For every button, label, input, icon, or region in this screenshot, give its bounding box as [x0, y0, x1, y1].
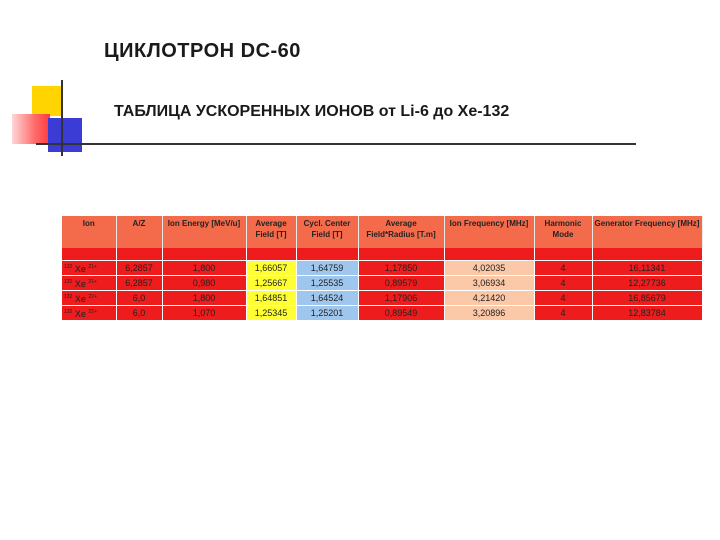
- cell-center-field: 1,64524: [296, 291, 358, 306]
- col-header-ion-energy: Ion Energy [MeV/u]: [162, 216, 246, 248]
- table-header-row: [62, 216, 702, 248]
- table-row: [62, 291, 702, 306]
- cell-average-field: 1,64851: [246, 291, 296, 306]
- col-header-center-field: Cycl. Center Field [T]: [296, 216, 358, 248]
- col-header-generator-frequency: Generator Frequency [MHz]: [592, 216, 702, 248]
- cell-generator-frequency: 12,27736: [592, 276, 702, 291]
- cell-average-field: 1,25345: [246, 306, 296, 321]
- cell-energy: 1,800: [162, 261, 246, 276]
- cell-ion-frequency: 3,06934: [444, 276, 534, 291]
- ion-table: [62, 216, 703, 321]
- cell-ion: $^{132}$ Xe $^{21+}$: [62, 276, 116, 291]
- cell-harmonic: 4: [534, 291, 592, 306]
- cell-ion: $^{132}$ Xe $^{21+}$: [62, 261, 116, 276]
- slide-title: ЦИКЛОТРОН DC-60: [104, 40, 301, 62]
- cell-field-radius: 1,17850: [358, 261, 444, 276]
- ion-table-container: [62, 216, 702, 321]
- table-row: [62, 261, 702, 276]
- cell-average-field: 1,66057: [246, 261, 296, 276]
- table-row: [62, 306, 702, 321]
- cell-az: 6,0: [116, 306, 162, 321]
- cell-ion-frequency: 4,21420: [444, 291, 534, 306]
- col-header-ion-frequency: Ion Frequency [MHz]: [444, 216, 534, 248]
- cell-generator-frequency: 16,85679: [592, 291, 702, 306]
- decor-horizontal-line: [36, 143, 636, 145]
- cell-field-radius: 1,17906: [358, 291, 444, 306]
- col-header-field-radius: Average Field*Radius [T.m]: [358, 216, 444, 248]
- cell-generator-frequency: 12,83784: [592, 306, 702, 321]
- decor-red-square: [12, 114, 50, 144]
- cell-az: 6,2857: [116, 276, 162, 291]
- cell-generator-frequency: 16,11341: [592, 261, 702, 276]
- col-header-harmonic-mode: Harmonic Mode: [534, 216, 592, 248]
- cell-energy: 1,070: [162, 306, 246, 321]
- cell-center-field: 1,25535: [296, 276, 358, 291]
- cell-field-radius: 0,89579: [358, 276, 444, 291]
- cell-center-field: 1,64759: [296, 261, 358, 276]
- cell-harmonic: 4: [534, 306, 592, 321]
- decor-blue-square: [48, 118, 82, 152]
- slide-subtitle: ТАБЛИЦА УСКОРЕННЫХ ИОНОВ от Li-6 до Xe-132: [114, 103, 510, 120]
- cell-energy: 0,980: [162, 276, 246, 291]
- cell-harmonic: 4: [534, 261, 592, 276]
- col-header-average-field: Average Field [T]: [246, 216, 296, 248]
- decor-yellow-square: [32, 86, 62, 116]
- col-header-ion: Ion: [62, 216, 116, 248]
- cell-center-field: 1,25201: [296, 306, 358, 321]
- cell-average-field: 1,25667: [246, 276, 296, 291]
- cell-ion: $^{132}$ Xe $^{22+}$: [62, 306, 116, 321]
- cell-ion: $^{132}$ Xe $^{22+}$: [62, 291, 116, 306]
- table-spacer-row: [62, 248, 702, 261]
- cell-az: 6,2857: [116, 261, 162, 276]
- cell-harmonic: 4: [534, 276, 592, 291]
- cell-ion-frequency: 3,20896: [444, 306, 534, 321]
- table-row: [62, 276, 702, 291]
- cell-energy: 1,800: [162, 291, 246, 306]
- cell-ion-frequency: 4,02035: [444, 261, 534, 276]
- cell-field-radius: 0,89549: [358, 306, 444, 321]
- col-header-az: A/Z: [116, 216, 162, 248]
- cell-az: 6,0: [116, 291, 162, 306]
